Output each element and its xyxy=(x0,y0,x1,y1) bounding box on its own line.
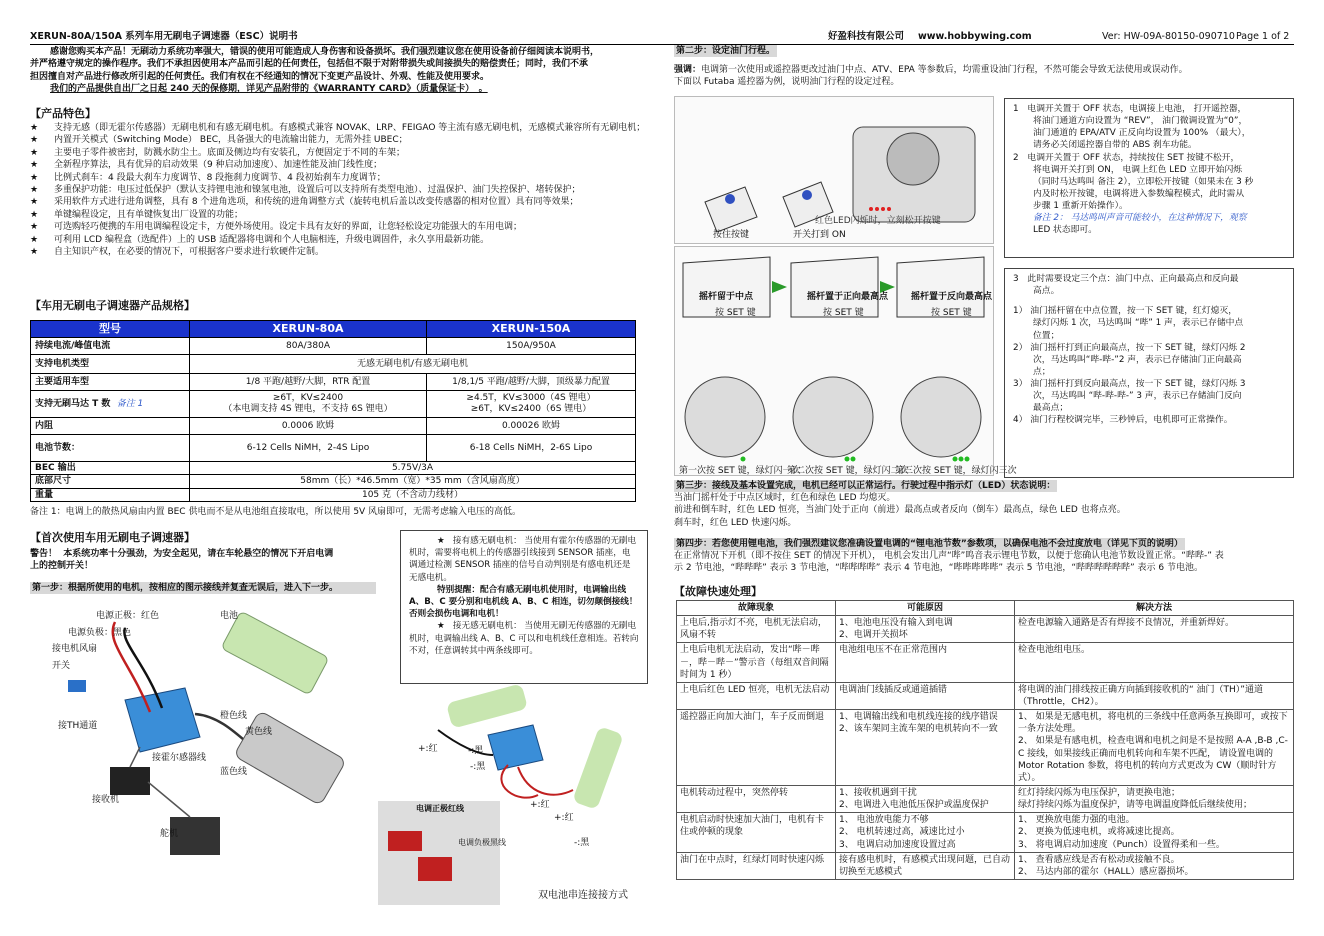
esc-shape xyxy=(705,187,757,232)
trouble-table xyxy=(676,600,1294,880)
step2-box-1 xyxy=(1004,98,1294,258)
first-use-title: 【首次使用车用无刷电子调速器】 xyxy=(30,531,195,544)
set-button xyxy=(725,194,735,204)
led-green-group xyxy=(741,457,970,462)
cause-cell: 1、接收机遇到干扰 2、电调进入电池低压保护或温度保护 xyxy=(836,785,1015,812)
polarity-label: -:黑 xyxy=(470,762,486,772)
step3-line: 当油门摇杆处于中点区域时，红色和绿色 LED 均熄灭。 xyxy=(674,493,896,503)
sensor-text: 接无感无刷电机： 当使用无刷无传感器的无刷电机时，电调输出线 A、B、C 可以和电机线任意相连。若转向不对，任意调转其中两条线即可。 xyxy=(409,621,639,656)
step3-line: 刹车时，红色 LED 快速闪烁。 xyxy=(674,517,797,528)
website-url[interactable]: www.hobbywing.com xyxy=(918,31,1032,42)
step2-box-line: 1） 油门摇杆留在中点位置，按一下 SET 键，红灯熄灭， xyxy=(1013,306,1238,317)
step4-text xyxy=(674,550,1296,575)
cause-cell: 电池组电压不在正常范围内 xyxy=(836,643,1015,682)
wiring-label: 电池 xyxy=(220,611,239,621)
battery-shape xyxy=(446,685,528,729)
wiring-label: 蓝色线 xyxy=(220,767,248,777)
step2-box-line: 请务必关闭遥控器自带的 ABS 刹车功能。 xyxy=(1033,140,1197,151)
spec-head-cell: XERUN-150A xyxy=(427,321,636,338)
solution-cell: 检查电池组电压。 xyxy=(1015,643,1294,682)
page-header xyxy=(30,30,1294,45)
trouble-row xyxy=(677,682,1294,709)
connector-photo xyxy=(378,801,500,905)
step3-line: 前进和倒车时，红色 LED 恒亮，当油门处于正向（前进）最高点或者反向（倒车）最高点，绿色 LED 也将点亮。 xyxy=(674,505,1126,516)
motor-shape xyxy=(234,710,347,805)
wiring-diagram xyxy=(30,602,375,902)
spec-label: 持续电流/峰值电流 xyxy=(31,338,190,355)
step2-box-line: LED 状态即可。 xyxy=(1033,225,1098,236)
warning-text: 上的控制开关！ xyxy=(30,561,94,572)
wiring-label: 接霍尔感器线 xyxy=(152,753,207,763)
spec-cell: ≥4.5T，KV≤3000（4S 锂电） xyxy=(466,393,596,404)
fan-shape xyxy=(887,133,939,185)
symptom-cell: 油门在中点时，红绿灯同时快速闪烁 xyxy=(677,852,836,879)
step2-box-line: 步骤 1 重新开始操作）。 xyxy=(1033,201,1128,211)
fig-caption: 按住按键 xyxy=(713,230,750,240)
step2-box-line: 备注 2： 马达鸣叫声音可能较小，在这种情况下，观察 xyxy=(1033,213,1247,224)
solution-cell: 1、 如果是无感电机，将电机的三条线中任意两条互换即可，或按下一条方法处理。 2、 如果是有感电机，检查电调和电机之间是不是按照 A-A ,B-B ,C-C 接线，如果接线正确而电机转向和车架不匹配， 请设置电调的 Motor Rotation 参数，将电机的转向方式更改为 CW（顺时针方式）。 xyxy=(1015,710,1294,786)
spec-label: 底部尺寸 xyxy=(31,475,190,488)
trouble-row xyxy=(677,852,1294,879)
spec-row xyxy=(31,435,636,462)
trouble-head-cell: 解决方法 xyxy=(1015,601,1294,616)
step2-box-line: （同时马达鸣叫 备注 2），立即松开按键（如果未在 3 秒 xyxy=(1033,176,1254,187)
cause-cell: 1、电调输出线和电机线连接的线序错误 2、该车架同主流车架的电机转向不一致 xyxy=(836,710,1015,786)
symptom-cell: 上电后电机无法启动，发出“哔－哔－，哔－哔－”警示音（每组双音间隔时间为 1 秒） xyxy=(677,643,836,682)
black-wire xyxy=(438,730,493,755)
doc-title: XERUN-80A/150A 系列车用无刷电子调速器（ESC）说明书 xyxy=(30,31,298,42)
spec-cell: 0.0006 欧姆 xyxy=(190,418,427,435)
star-icon: ★ xyxy=(30,172,39,183)
spec-row xyxy=(31,391,636,418)
spec-cell: 150A/950A xyxy=(427,338,636,355)
spec-cell: （本电调支持 4S 锂电，不支持 6S 锂电） xyxy=(223,404,393,414)
step2-box-line: 次，马达鸣叫“哔-哔-”2 声，表示已存储油门正向最高 xyxy=(1033,354,1242,365)
figure-panel-top xyxy=(674,96,994,244)
star-icon: ★ xyxy=(30,147,39,158)
doc-version: Ver: HW-09A-80150-090710 xyxy=(1102,31,1235,42)
figure-caption: 双电池串连接接方式 xyxy=(538,890,628,901)
wiring-label: 接TH通道 xyxy=(58,721,98,731)
intro-block xyxy=(30,46,670,96)
warning-block xyxy=(30,548,390,573)
step2-box-line: 2） 油门摇杆打到正向最高点，按一下 SET 键，绿灯闪烁 2 xyxy=(1013,342,1246,353)
step2-box-line: 绿灯闪烁 1 次，马达鸣叫 “哔” 1 声，表示已存储中点 xyxy=(1033,318,1244,329)
wiring-label: 电源正极：红色 xyxy=(96,611,160,621)
step3-lines xyxy=(674,492,1294,529)
fig-caption: 第三次按 SET 键，绿灯闪三次 xyxy=(895,466,1017,476)
sensor-warning: 特别提醒：配合有感无刷电机使用时，电调输出线 A、B、C 要分别和电机线 A、B、C 相连，切勿颠倒接线！否则会损伤电调和电机！ xyxy=(409,584,638,620)
switch-shape xyxy=(68,680,86,692)
red-wire xyxy=(501,765,573,798)
step2-title: 第二步：设定油门行程。 xyxy=(676,46,776,56)
feature-text: 可利用 LCD 编程盒（选配件）上的 USB 适配器将电调和个人电脑相连，升级电调固件，永久享用最新功能。 xyxy=(54,234,490,245)
intro-line: 并严格遵守规定的操作程序。我们不承担因使用本产品而引起的任何责任，包括但不限于对附带损失或间接损失的赔偿责任；同时，我们不承 xyxy=(30,59,589,70)
wiring-label: 接电机风扇 xyxy=(52,644,98,654)
star-icon: ★ xyxy=(30,234,39,245)
step2-box-line xyxy=(1013,297,1285,305)
intro-line: 担因擅自对产品进行修改所引起的任何责任。我们有权在不经通知的情况下变更产品设计、外观、性能及使用要求。 xyxy=(30,71,490,82)
step2-box-line: 3） 油门摇杆打到反向最高点，按一下 SET 键，绿灯闪烁 3 xyxy=(1013,379,1246,389)
feature-text: 可选购轻巧便携的车用电调编程设定卡，方便外场使用。设定卡具有友好的界面，让您轻松设定功能强大的车用电调； xyxy=(54,222,523,233)
polarity-label: -:黑 xyxy=(468,746,484,756)
spec-cell: 1/8,1/5 平跑/越野/大脚，顶级暴力配置 xyxy=(427,374,636,391)
feature-text: 支持无感（即无霍尔传感器）无刷电机和有感无刷电机。有感模式兼容 NOVAK、LRP、FEIGAO 等主流有感无刷电机，无感模式兼容所有无刷电机； xyxy=(54,123,646,133)
spec-header-row xyxy=(31,321,636,338)
feature-item xyxy=(30,134,656,146)
step2-box-line: 位置； xyxy=(1033,330,1060,341)
trouble-row xyxy=(677,616,1294,643)
wiring-label: 橙色线 xyxy=(220,711,248,721)
spec-row xyxy=(31,355,636,374)
symptom-cell: 电机转动过程中，突然停转 xyxy=(677,785,836,812)
step2-box-line: 3 此时需要设定三个点：油门中点、正向最高点和反向最 xyxy=(1013,274,1239,284)
step2-box-line: 次，马达鸣叫 “哔-哔-哔-” 3 声，表示已存储油门反向 xyxy=(1033,391,1242,402)
trouble-head-cell: 可能原因 xyxy=(836,601,1015,616)
spec-label: 支持电机类型 xyxy=(31,355,190,374)
wiring-label: 接收机 xyxy=(92,795,120,805)
esc-closeups xyxy=(685,377,981,457)
intro-line: 感谢您购买本产品！无刷动力系统功率强大，错误的使用可能造成人身伤害和设备损坏。我们强烈建议您在使用设备前仔细阅读本说明书， xyxy=(50,47,600,57)
symptom-cell: 上电后红色 LED 恒亮，电机无法启动 xyxy=(677,682,836,709)
spec-cell: ≥6T，KV≤2400 xyxy=(272,393,344,404)
trouble-row xyxy=(677,643,1294,682)
spec-cell: ≥6T，KV≤2400（6S 锂电） xyxy=(470,404,592,414)
spec-note-text: 备注 1：电调上的散热风扇由内置 BEC 供电而不是从电池组直接取电，所以使用 5V 风扇即可，无需考虑输入电压的高低。 xyxy=(30,507,522,517)
feature-text: 内置开关模式（Switching Mode） BEC，具备强大的电流输出能力，无需外挂 UBEC； xyxy=(54,135,408,146)
step2-box-line: 将油门通道方向设置为 “REV”， 油门微调设置为“0”， xyxy=(1033,116,1248,127)
step1-text: 第一步：根据所使用的电机，按相应的图示接线并复查无误后，进入下一步。 xyxy=(30,582,376,594)
fig-caption: 第二次按 SET 键，绿灯闪二次 xyxy=(787,466,909,476)
feature-text: 自主知识产权，在必要的情况下，可根据客户要求进行软硬件定制。 xyxy=(54,247,325,258)
spec-label: 电池节数： xyxy=(31,435,190,462)
symptom-cell: 遥控器正向加大油门，车子反而倒退 xyxy=(677,710,836,786)
wire-label: 电调负极黑线 xyxy=(458,838,506,847)
battery-shape xyxy=(572,726,624,810)
star-icon: ★ xyxy=(30,247,39,258)
solution-cell: 将电调的油门排线按正确方向插到接收机的“ 油门（TH）”通道（Throttle，CH2）。 xyxy=(1015,682,1294,709)
step2-text: 电调第一次使用或遥控器更改过油门中点、ATV、EPA 等参数后，均需重设油门行程，不然可能会导致无法使用或误动作。 xyxy=(701,65,1188,75)
spec-label: 主要适用车型 xyxy=(31,374,190,391)
spec-cell: 105 克（不含动力线材） xyxy=(190,488,636,501)
star-icon: ★ xyxy=(30,209,39,220)
wiring-label: 舵机 xyxy=(160,829,179,839)
step4-line: 在正常情况下开机（即不按住 SET 的情况下开机）， 电机会发出几声“哔”鸣音表示锂电节数，以便于您确认电池节数设置正常。“哔哔-” 表 xyxy=(674,551,1224,561)
spec-note xyxy=(30,506,670,518)
feature-text: 采用软件方式进行进角调整，具有 8 个进角选项，和传统的进角调整方式（旋转电机后盖以改变传感器的相对位置）具有同等效果； xyxy=(54,197,579,208)
wire-label: 电调正极红线 xyxy=(416,804,464,813)
figure-panel-bottom xyxy=(674,246,1017,476)
feature-item xyxy=(30,221,656,233)
feature-item xyxy=(30,184,656,196)
step2-box-line: 高点。 xyxy=(1033,286,1060,297)
feature-item xyxy=(30,234,656,246)
step2-box-line: 油门通道的 EPA/ATV 正反向均设置为 100% （最大）， xyxy=(1033,128,1251,139)
spec-table xyxy=(30,320,636,502)
feature-text: 单键编程设定，且有单键恢复出厂设置的功能； xyxy=(54,209,244,220)
spec-row xyxy=(31,488,636,501)
step2-emph: 强调： xyxy=(674,65,702,75)
polarity-label: +:红 xyxy=(554,813,574,823)
spec-row xyxy=(31,462,636,475)
trouble-header-row xyxy=(677,601,1294,616)
step3-title: 第三步：接线及基本设置完成，电机已经可以正常运行。行驶过程中指示灯（LED）状态说明： xyxy=(676,481,1056,491)
fig-caption: 摇杆置于正向最高点 xyxy=(807,292,889,302)
spec-label: 重量 xyxy=(31,488,190,501)
spec-cell: 6-18 Cells NiMH，2-6S Lipo xyxy=(427,435,636,462)
polarity-label: -:黑 xyxy=(574,838,590,848)
step2-box-line: 4） 油门行程校调完毕，三秒钟后，电机即可正常操作。 xyxy=(1013,415,1233,426)
spec-label: 支持无刷马达 T 数 xyxy=(35,398,111,409)
sensor-box xyxy=(400,530,648,684)
step2-box-line: 点； xyxy=(1033,366,1051,377)
step2-box-2 xyxy=(1004,268,1294,478)
connector-shape xyxy=(418,857,452,881)
esc-shape xyxy=(488,725,543,770)
feature-item xyxy=(30,209,656,221)
cause-cell: 1、电池电压没有输入到电调 2、电调开关损坏 xyxy=(836,616,1015,643)
solution-cell: 1、 查看感应线是否有松动或接触不良。 2、 马达内部的霍尔（HALL）感应器损坏。 xyxy=(1015,852,1294,879)
warning-label: 警告！ xyxy=(30,549,58,559)
step2-intro xyxy=(674,64,1294,89)
fig-caption: 按 SET 键 xyxy=(715,308,756,318)
star-icon: ★ xyxy=(30,185,39,196)
spec-row xyxy=(31,374,636,391)
warranty-text: 我们的产品提供自出厂之日起 240 天的保修期，详见产品附带的《WARRANTY CARD》（质量保证卡） 。 xyxy=(50,84,488,95)
cause-cell: 1、 电池放电能力不够 2、 电机转速过高，减速比过小 3、 电调启动加速度设置过高 xyxy=(836,813,1015,852)
receiver-shape xyxy=(110,767,150,795)
spec-row xyxy=(31,418,636,435)
star-icon: ★ xyxy=(30,135,39,146)
wiring-label: 开关 xyxy=(52,661,71,671)
feature-text: 主要电子零件被密封，防溅水防尘土。底面及侧边均有安装孔，方便固定于不同的车架； xyxy=(54,147,406,158)
fig-caption: 开关打到 ON xyxy=(793,230,846,240)
trouble-row xyxy=(677,785,1294,812)
spec-cell: 0.00026 欧姆 xyxy=(427,418,636,435)
fig-caption: 红色LED闪烁时，立刻松开按键 xyxy=(815,216,941,226)
features-title: 【产品特色】 xyxy=(30,107,96,120)
page-number: Page 1 of 2 xyxy=(1236,31,1290,42)
feature-text: 比例式刹车：4 段最大刹车力度调节、8 段拖刹力度调节、4 段初始刹车力度调节； xyxy=(54,172,386,183)
solution-cell: 1、 更换放电能力强的电池。 2、 更换为低速电机，或将减速比提高。 3、 将电调启动加速度（Punch）设置得柔和一些。 xyxy=(1015,813,1294,852)
cause-cell: 电调油门线插反或通道插错 xyxy=(836,682,1015,709)
spec-cell: 80A/380A xyxy=(190,338,427,355)
feature-item xyxy=(30,246,656,258)
feature-item xyxy=(30,196,656,208)
step2-box-line: 将电调开关打到 ON， 电调上红色 LED 立即开始闪烁 xyxy=(1033,164,1243,175)
throttle-figure xyxy=(674,96,1017,476)
solution-cell: 红灯持续闪烁为电压保护，请更换电池； 绿灯持续闪烁为温度保护，请等电调温度降低后继续使用； xyxy=(1015,785,1294,812)
note-ref: 备注 1 xyxy=(116,398,144,409)
polarity-label: +:红 xyxy=(418,744,438,754)
solution-cell: 检查电源输入通路是否有焊接不良情况，并重新焊好。 xyxy=(1015,616,1294,643)
feature-item xyxy=(30,147,656,159)
connector-shape xyxy=(388,831,422,851)
trouble-row xyxy=(677,710,1294,786)
step4-title: 第四步：若您使用锂电池，我们强烈建议您准确设置电调的“锂电池节数”参数项，以确保电池不会过度放电（详见下页的说明） xyxy=(676,539,1183,549)
step2-text: 下面以 Futaba 遥控器为例，说明油门行程的设定过程。 xyxy=(674,77,900,88)
warning-text: 本系统功率十分强劲，为安全起见，请在车轮悬空的情况下开启电调 xyxy=(63,549,334,559)
feature-item xyxy=(30,122,656,134)
star-icon: ★ xyxy=(437,621,445,632)
esc-shape xyxy=(125,688,200,752)
spec-row xyxy=(31,338,636,355)
star-icon: ★ xyxy=(30,197,39,208)
features-list xyxy=(30,122,656,258)
feature-item xyxy=(30,159,656,171)
dual-battery-diagram xyxy=(378,685,640,905)
trouble-title: 【故障快速处理】 xyxy=(674,585,762,598)
battery-shape xyxy=(221,611,329,695)
spec-cell: 5.75V/3A xyxy=(190,462,636,475)
feature-text: 全新程序算法，具有优异的启动效果（9 种启动加速度）、加速性能及油门线性度； xyxy=(54,160,383,171)
spec-head-cell: XERUN-80A xyxy=(190,321,427,338)
star-icon: ★ xyxy=(437,536,445,546)
fig-caption: 摇杆置于反向最高点 xyxy=(911,292,993,302)
spec-head-cell: 型号 xyxy=(31,321,190,338)
wiring-label: 电源负极：黑色 xyxy=(68,628,132,638)
star-icon: ★ xyxy=(30,222,39,233)
wiring-label: 黄色线 xyxy=(245,727,273,737)
spec-title: 【车用无刷电子调速器产品规格】 xyxy=(30,299,195,312)
spec-cell: 6-12 Cells NiMH，2-4S Lipo xyxy=(190,435,427,462)
step4-line: 示 2 节电池，“哔哔哔” 表示 3 节电池，“哔哔哔哔” 表示 4 节电池，“哔哔哔哔哔” 表示 5 节电池，“哔哔哔哔哔哔” 表示 6 节电池。 xyxy=(674,563,1203,574)
fig-caption: 按 SET 键 xyxy=(823,308,864,318)
star-icon: ★ xyxy=(30,123,39,133)
symptom-cell: 电机启动时快速加大油门，电机有卡住或停顿的现象 xyxy=(677,813,836,852)
cause-cell: 接有感电机时，有感模式出现问题，已自动切换至无感模式 xyxy=(836,852,1015,879)
spec-cell: 58mm（长）*46.5mm（宽）*35 mm（含风扇高度） xyxy=(190,475,636,488)
spec-cell: 1/8 平跑/越野/大脚，RTR 配置 xyxy=(190,374,427,391)
fig-caption: 第一次按 SET 键，绿灯闪一次 xyxy=(679,466,801,476)
feature-item xyxy=(30,172,656,184)
spec-label: BEC 输出 xyxy=(31,462,190,475)
star-icon: ★ xyxy=(30,160,39,171)
set-button xyxy=(802,190,812,200)
dual-battery-svg xyxy=(378,685,640,905)
trouble-head-cell: 故障现象 xyxy=(677,601,836,616)
polarity-label: +:红 xyxy=(530,800,550,810)
symptom-cell: 上电后,指示灯不亮，电机无法启动，风扇不转 xyxy=(677,616,836,643)
step2-box-line: 内及时松开按键，电调将进入参数编程模式，此时需从 xyxy=(1033,188,1245,199)
fig-caption: 摇杆留于中点 xyxy=(699,292,754,302)
trouble-row xyxy=(677,813,1294,852)
spec-cell: 无感无刷电机/有感无刷电机 xyxy=(190,355,636,374)
sensor-text: 接有感无刷电机： 当使用有霍尔传感器的无刷电机时，需要将电机上的传感器引线接到 SENSOR 插座，电调通过检测 SENSOR 插座的信号自动判别是有感电机还是无感电机。 xyxy=(409,536,637,583)
spec-row xyxy=(31,475,636,488)
feature-text: 多重保护功能：电压过低保护（默认支持锂电池和镍氢电池，设置后可以支持所有类型电池）、过温保护、油门失控保护、堵转保护； xyxy=(54,185,581,196)
step2-box-line: 最高点； xyxy=(1033,403,1069,414)
company-name: 好盈科技有限公司 xyxy=(828,31,905,42)
step2-box-line: 2 电调开关置于 OFF 状态，持续按住 SET 按键不松开， xyxy=(1013,152,1240,163)
step2-box-line: 1 电调开关置于 OFF 状态，电调接上电池， 打开遥控器， xyxy=(1013,104,1247,114)
spec-label: 内阻 xyxy=(31,418,190,435)
panel-bottom-svg xyxy=(675,247,993,475)
fig-caption: 按 SET 键 xyxy=(931,308,972,318)
